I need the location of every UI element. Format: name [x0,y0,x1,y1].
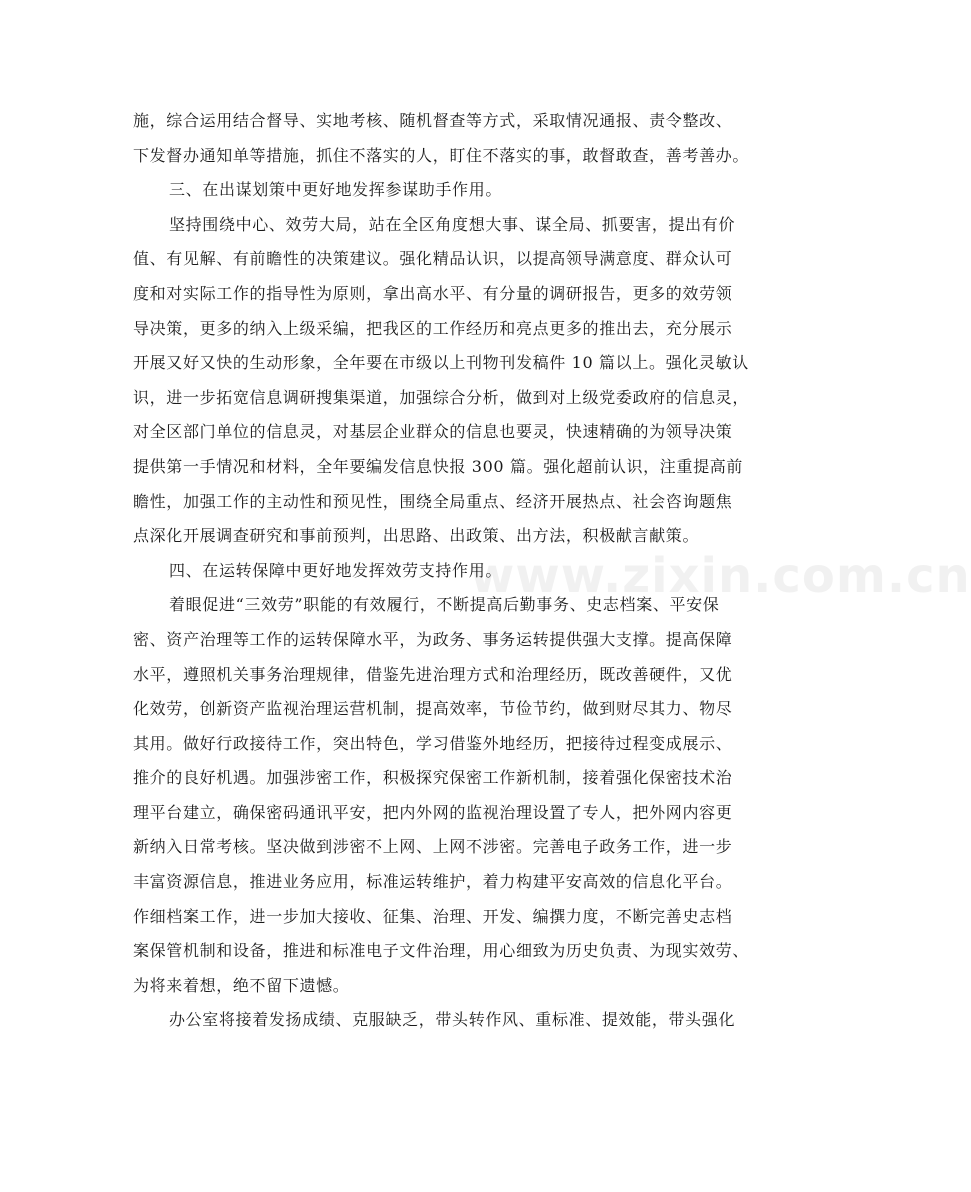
text-line: 推介的良好机遇。加强涉密工作，积极探究保密工作新机制，接着强化保密技术治 [133,768,733,788]
text-line: 新纳入日常考核。坚决做到涉密不上网、上网不涉密。完善电子政务工作，进一步 [133,837,733,857]
section-heading: 四、在运转保障中更好地发挥效劳支持作用。 [169,560,503,580]
text-line: 提供第一手情况和材料，全年要编发信息快报 300 篇。强化超前认识，注重提高前 [133,456,744,476]
section-heading: 三、在出谋划策中更好地发挥参谋助手作用。 [169,180,503,200]
text-line: 导决策，更多的纳入上级采编，把我区的工作经历和亮点更多的推出去，充分展示 [133,318,733,338]
text-line: 瞻性，加强工作的主动性和预见性，围绕全局重点、经济开展热点、社会咨询题焦 [133,491,733,511]
text-line: 下发督办通知单等措施，抓住不落实的人，盯住不落实的事，敢督敢查，善考善办。 [133,145,750,165]
text-line: 度和对实际工作的指导性为原则，拿出高水平、有分量的调研报告，更多的效劳领 [133,283,733,303]
text-line: 化效劳，创新资产监视治理运营机制，提高效率，节俭节约，做到财尽其力、物尽 [133,699,733,719]
text-line: 密、资产治理等工作的运转保障水平，为政务、事务运转提供强大支撑。提高保障 [133,629,733,649]
text-line: 点深化开展调查研究和事前预判，出思路、出政策、出方法，积极献言献策。 [133,526,700,546]
text-line: 开展又好又快的生动形象，全年要在市级以上刊物刊发稿件 10 篇以上。强化灵敏认 [133,353,749,373]
text-line: 水平，遵照机关事务治理规律，借鉴先进治理方式和治理经历，既改善硬件，又优 [133,664,733,684]
text-line: 识，进一步拓宽信息调研搜集渠道，加强综合分析，做到对上级党委政府的信息灵， [133,387,750,407]
paragraph-first-line: 坚持围绕中心、效劳大局，站在全区角度想大事、谋全局、抓要害，提出有价 [169,214,736,234]
paragraph-first-line: 办公室将接着发扬成绩、克服缺乏，带头转作风、重标准、提效能，带头强化 [169,1010,736,1030]
text-line: 理平台建立，确保密码通讯平安，把内外网的监视治理设置了专人，把外网内容更 [133,802,733,822]
text-line: 为将来着想，绝不留下遗憾。 [133,975,350,995]
text-line: 其用。做好行政接待工作，突出特色，学习借鉴外地经历，把接待过程变成展示、 [133,733,733,753]
paragraph-first-line: 着眼促进“三效劳”职能的有效履行，不断提高后勤事务、史志档案、平安保 [169,595,720,615]
text-line: 值、有见解、有前瞻性的决策建议。强化精品认识，以提高领导满意度、群众认可 [133,249,733,269]
text-line: 案保管机制和设备，推进和标准电子文件治理，用心细致为历史负责、为现实效劳、 [133,941,750,961]
text-line: 施，综合运用结合督导、实地考核、随机督查等方式，采取情况通报、责令整改、 [133,111,733,130]
watermark: www.zixin.com.cn [470,548,971,604]
document-body [133,104,793,1038]
text-line: 作细档案工作，进一步加大接收、征集、治理、开发、编撰力度，不断完善史志档 [133,906,733,926]
text-line: 对全区部门单位的信息灵，对基层企业群众的信息也要灵，快速精确的为领导决策 [133,422,733,442]
text-line: 丰富资源信息，推进业务应用，标准运转维护，着力构建平安高效的信息化平台。 [133,872,733,892]
